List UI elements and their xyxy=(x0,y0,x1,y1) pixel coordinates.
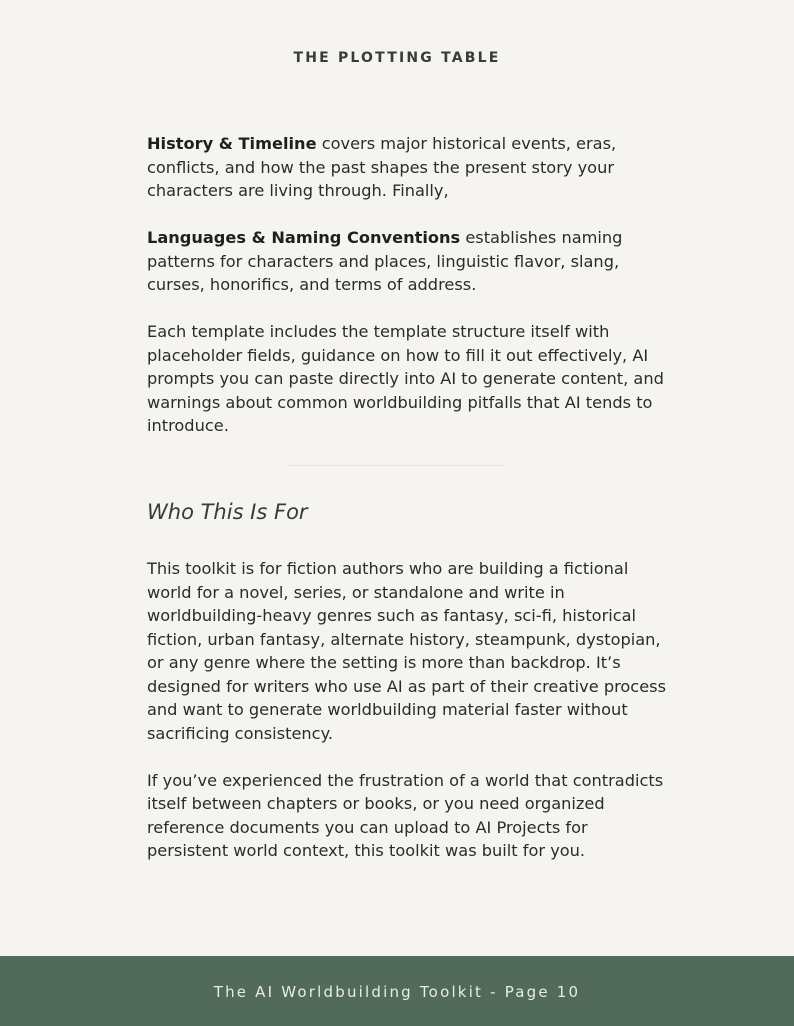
body-section-audience xyxy=(147,557,667,886)
body-section-templates xyxy=(147,132,667,461)
text-history-timeline: covers major historical events, eras, conflicts, and how the past shapes the present story your characters are living through. Finally, xyxy=(147,134,617,200)
section-divider xyxy=(287,465,505,466)
term-history-timeline: History & Timeline xyxy=(147,134,317,153)
text-languages-naming: establishes naming patterns for characters and places, linguistic flavor, slang, curses, honorifics, and terms of address. xyxy=(147,228,623,294)
paragraph-languages-naming xyxy=(147,226,667,297)
paragraph-audience-frustration: If you’ve experienced the frustration of a world that contradicts itself between chapters or books, or you need organized reference documents you can upload to AI Projects for persistent world context, this toolkit was built for you. xyxy=(147,770,664,860)
paragraph-template-includes: Each template includes the template structure itself with placeholder fields, guidance on how to fill it out effectively, AI prompts you can paste directly into AI to generate content, and warnings about common worldbuilding pitfalls that AI tends to introduce. xyxy=(147,322,664,435)
page-header-title: THE PLOTTING TABLE xyxy=(293,50,501,66)
term-languages-naming: Languages & Naming Conventions xyxy=(147,228,461,247)
paragraph-audience-description: This toolkit is for fiction authors who are building a fictional world for a novel, series, or standalone and write in worldbuilding-heavy genres such as fantasy, sci-fi, historical fiction, urban fantasy, alternate history, steampunk, dystopian, or any genre where the setting is more than backdrop. It’s designed for writers who use AI as part of their creative process and want to generate worldbuilding material faster without sacrificing consistency. xyxy=(147,559,667,743)
section-heading-who-this-is-for: Who This Is For xyxy=(147,500,308,524)
paragraph-history-timeline xyxy=(147,132,667,203)
page-footer-text: The AI Worldbuilding Toolkit - Page 10 xyxy=(213,983,581,1001)
